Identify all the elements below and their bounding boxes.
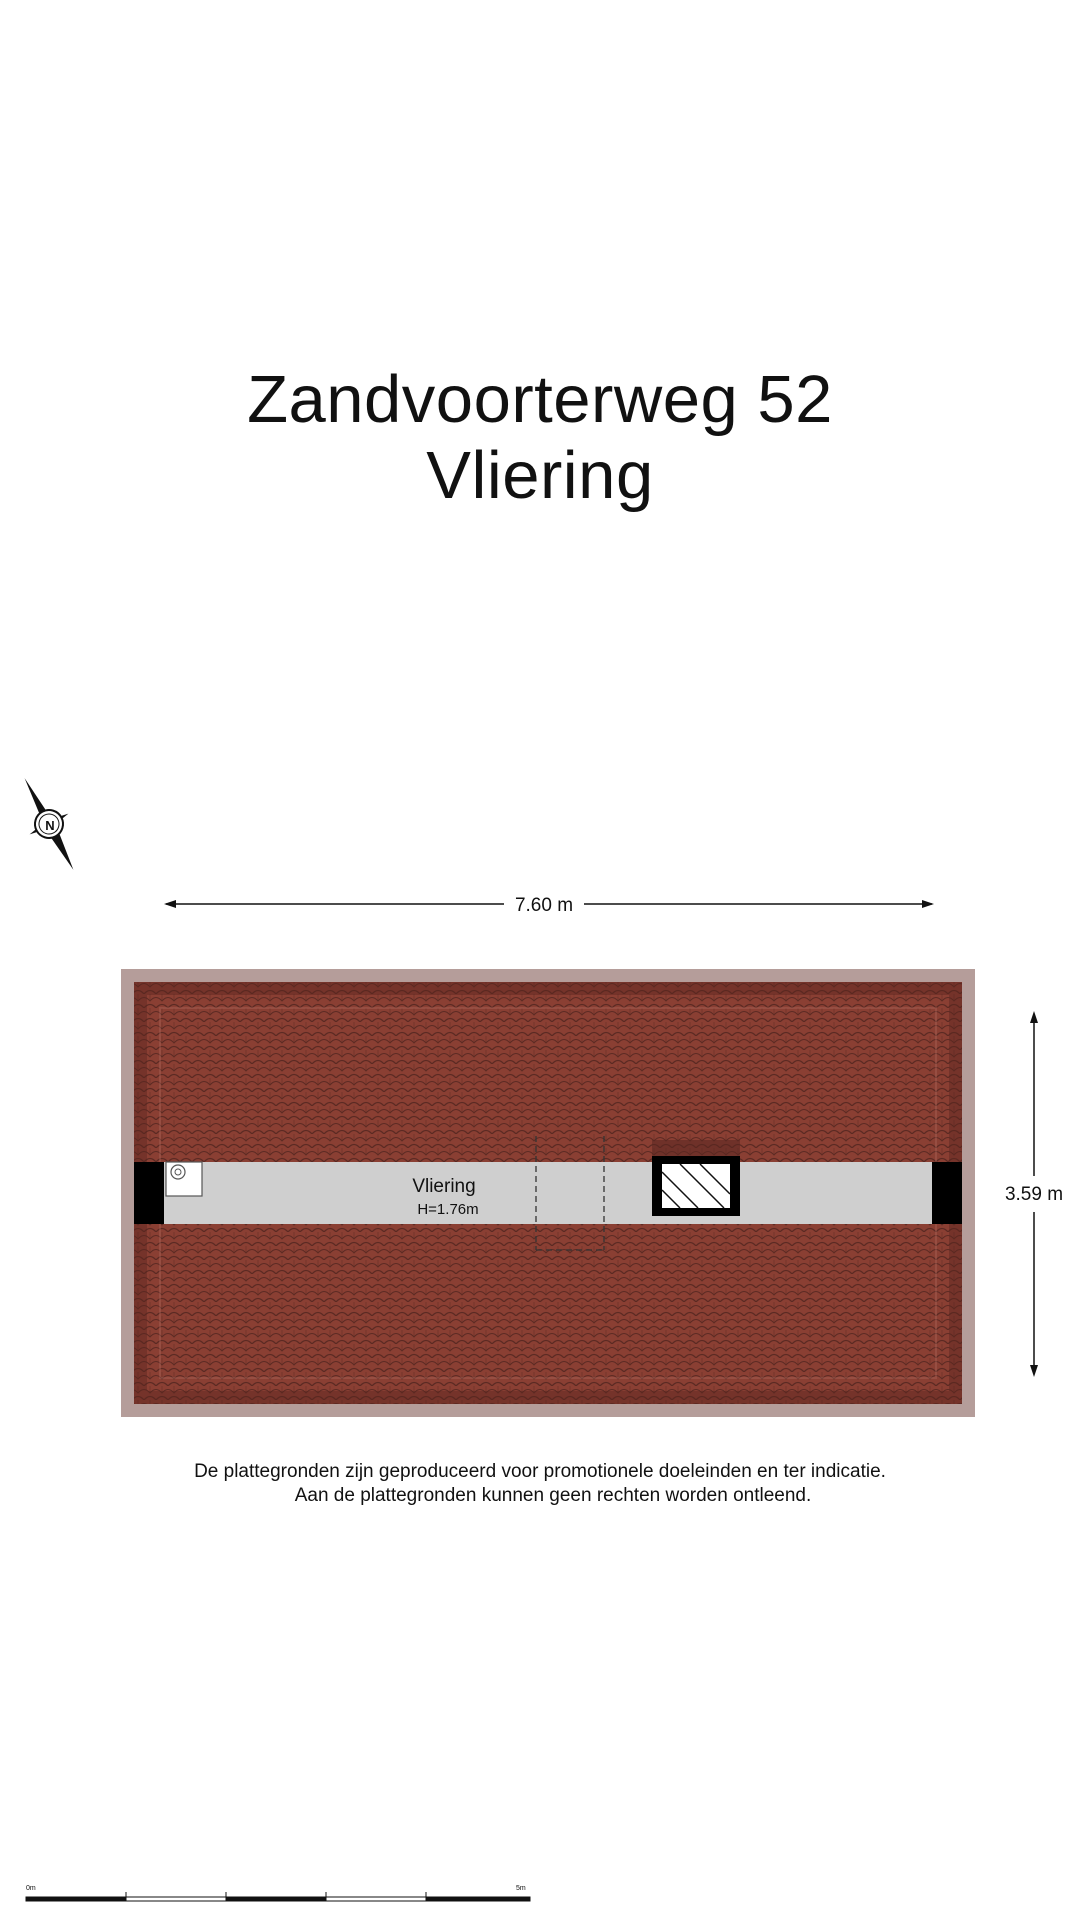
address-title: Zandvoorterweg 52 bbox=[247, 362, 833, 437]
room-name: Vliering bbox=[412, 1176, 476, 1197]
room-height: H=1.76m bbox=[417, 1201, 479, 1218]
skylight-shaft bbox=[652, 1140, 740, 1216]
compass-label: N bbox=[45, 818, 55, 833]
scale-start-label: 0m bbox=[26, 1885, 36, 1892]
scale-bar bbox=[26, 1892, 530, 1901]
floor-title: Vliering bbox=[426, 438, 654, 513]
disclaimer-line-2: Aan de plattegronden kunnen geen rechten worden ontleend. bbox=[294, 1485, 812, 1506]
right-wall bbox=[932, 1162, 962, 1224]
disclaimer-line-1: De plattegronden zijn geproduceerd voor promotionele doeleinden en ter indicatie. bbox=[194, 1461, 886, 1482]
depth-label: 3.59 m bbox=[1004, 1184, 1064, 1205]
scale-end-label: 5m bbox=[516, 1885, 526, 1892]
boiler-icon bbox=[166, 1162, 202, 1196]
disclaimer bbox=[0, 1460, 1080, 1508]
width-label: 7.60 m bbox=[514, 895, 574, 916]
attic-floor bbox=[134, 1162, 962, 1224]
left-wall bbox=[134, 1162, 164, 1224]
